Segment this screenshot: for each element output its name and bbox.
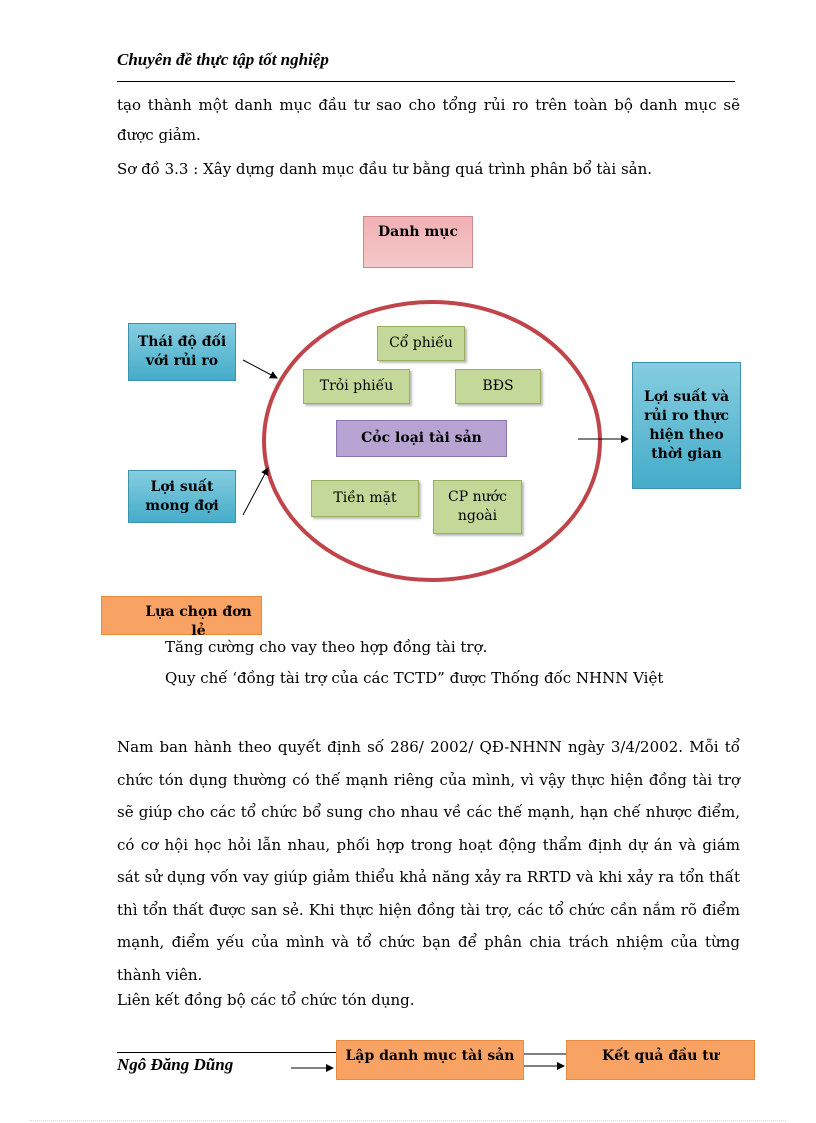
- single-choice-box: Lựa chọn đơn lẻ: [101, 596, 262, 635]
- foreign-stocks-box: CP nước ngoài: [433, 480, 522, 534]
- expected-return-box: Lợi suất mong đợi: [128, 470, 236, 523]
- body-paragraph: Nam ban hành theo quyết định số 286/ 2002/ QĐ-NHNN ngày 3/4/2002. Mỗi tổ chức tón dụng thường có thế mạnh riêng của mình, vì vậy thực hiện đồng tài trợ sẽ giúp cho các tổ chức bổ sung cho nhau về các thế mạnh, hạn chế nhược điểm, có cơ hội học hỏi lẫn nhau, phối hợp trong hoạt động thẩm định dự án và giám sát sử dụng vốn vay giúp giảm thiểu khả năng xảy ra RRTD và khi xảy ra tổn thất thì tổn thất được san sẻ. Khi thực hiện đồng tài trợ, các tổ chức cần nắm rõ điểm mạnh, điểm yếu của mình và tổ chức bạn để phân chia trách nhiệm của từng thành viên.: [117, 738, 740, 984]
- page-header-title: Chuyên đề thực tập tốt nghiệp: [117, 50, 329, 69]
- arrow-expected-return: [243, 468, 268, 515]
- build-portfolio-box: Lập danh mục tài sản: [336, 1040, 524, 1080]
- outcome-box: Lợi suất và rủi ro thực hiện theo thời gian: [632, 362, 741, 489]
- body-line-1: Tăng cường cho vay theo hợp đồng tài trợ.: [165, 638, 488, 656]
- diagram-caption: Sơ đồ 3.3 : Xây dựng danh mục đầu tư bằng quá trình phân bổ tài sản.: [117, 160, 653, 178]
- intro-paragraph: tạo thành một danh mục đầu tư sao cho tổng rủi ro trên toàn bộ danh mục sẽ được giảm.: [117, 96, 740, 144]
- real-estate-box: BĐS: [455, 369, 541, 404]
- body-line-2: Quy chế ‘đồng tài trợ của các TCTD” được Thống đốc NHNN Việt: [165, 669, 664, 687]
- risk-attitude-box: Thái độ đối với rủi ro: [128, 323, 236, 381]
- asset-types-box: Cỏc loại tài sản: [336, 420, 507, 457]
- footer-divider: [117, 1052, 337, 1053]
- arrow-attitude: [243, 360, 277, 378]
- cash-box: Tiền mặt: [311, 480, 419, 517]
- page-bottom-dotted-line: [30, 1120, 786, 1121]
- portfolio-box: Danh mục: [363, 216, 473, 268]
- investment-result-box: Kết quả đầu tư: [566, 1040, 755, 1080]
- stocks-box: Cổ phiếu: [377, 326, 465, 361]
- footer-author: Ngô Đăng Dũng: [117, 1055, 234, 1074]
- bonds-box: Trỏi phiếu: [303, 369, 410, 404]
- body-line-3: Liên kết đồng bộ các tổ chức tón dụng.: [117, 991, 415, 1009]
